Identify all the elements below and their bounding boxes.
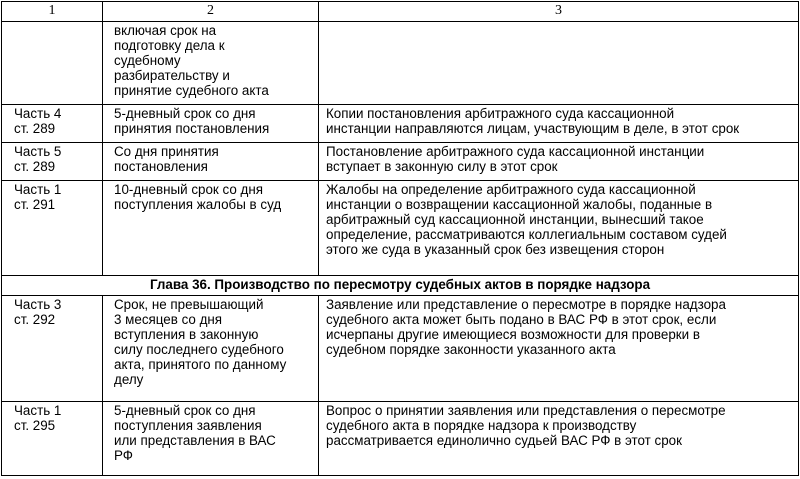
column-header-3: 3 (319, 2, 799, 22)
description-cell: Постановление арбитражного суда кассационной инстанции вступает в законную силу в этот срок (319, 143, 799, 181)
deadline-cell: 10-дневный срок со дня поступления жалобы в суд (103, 181, 319, 276)
chapter-row (2, 276, 799, 296)
table-row (2, 296, 799, 402)
article-cell: Часть 3 ст. 292 (2, 296, 103, 402)
article-cell: Часть 4 ст. 289 (2, 105, 103, 143)
deadline-cell: 5-дневный срок со дня принятия постановления (103, 105, 319, 143)
header-row (2, 2, 799, 22)
description-cell (319, 22, 799, 105)
deadline-cell: Срок, не превышающий 3 месяцев со дня вступления в законную силу последнего судебного акта, принятого по данному делу (103, 296, 319, 402)
deadlines-table (1, 1, 799, 476)
description-cell: Заявление или представление о пересмотре в порядке надзора судебного акта может быть подано в ВАС РФ в этот срок, если исчерпаны другие имеющиеся возможности для проверки в судебном порядке законности указанного акта (319, 296, 799, 402)
table-row (2, 22, 799, 105)
deadline-cell: 5-дневный срок со дня поступления заявления или представления в ВАС РФ (103, 402, 319, 476)
description-cell: Вопрос о принятии заявления или представления о пересмотре судебного акта в порядке надзора к производству рассматривается единолично судьей ВАС РФ в этот срок (319, 402, 799, 476)
column-header-2: 2 (103, 2, 319, 22)
chapter-heading: Глава 36. Производство по пересмотру судебных актов в порядке надзора (2, 276, 799, 296)
article-cell: Часть 5 ст. 289 (2, 143, 103, 181)
deadline-cell: Со дня принятия постановления (103, 143, 319, 181)
description-cell: Копии постановления арбитражного суда кассационной инстанции направляются лицам, участвующим в деле, в этот срок (319, 105, 799, 143)
article-cell: Часть 1 ст. 295 (2, 402, 103, 476)
description-cell: Жалобы на определение арбитражного суда кассационной инстанции о возвращении кассационной жалобы, поданные в арбитражный суд кассационной инстанции, вынесший такое определение, рассматриваются коллегиальным составом судей этого же суда в указанный срок без извещения сторон (319, 181, 799, 276)
table-row (2, 181, 799, 276)
article-cell: Часть 1 ст. 291 (2, 181, 103, 276)
table-row (2, 143, 799, 181)
table-row (2, 402, 799, 476)
table-row (2, 105, 799, 143)
article-cell (2, 22, 103, 105)
deadline-cell: включая срок на подготовку дела к судебному разбирательству и принятие судебного акта (103, 22, 319, 105)
column-header-1: 1 (2, 2, 103, 22)
